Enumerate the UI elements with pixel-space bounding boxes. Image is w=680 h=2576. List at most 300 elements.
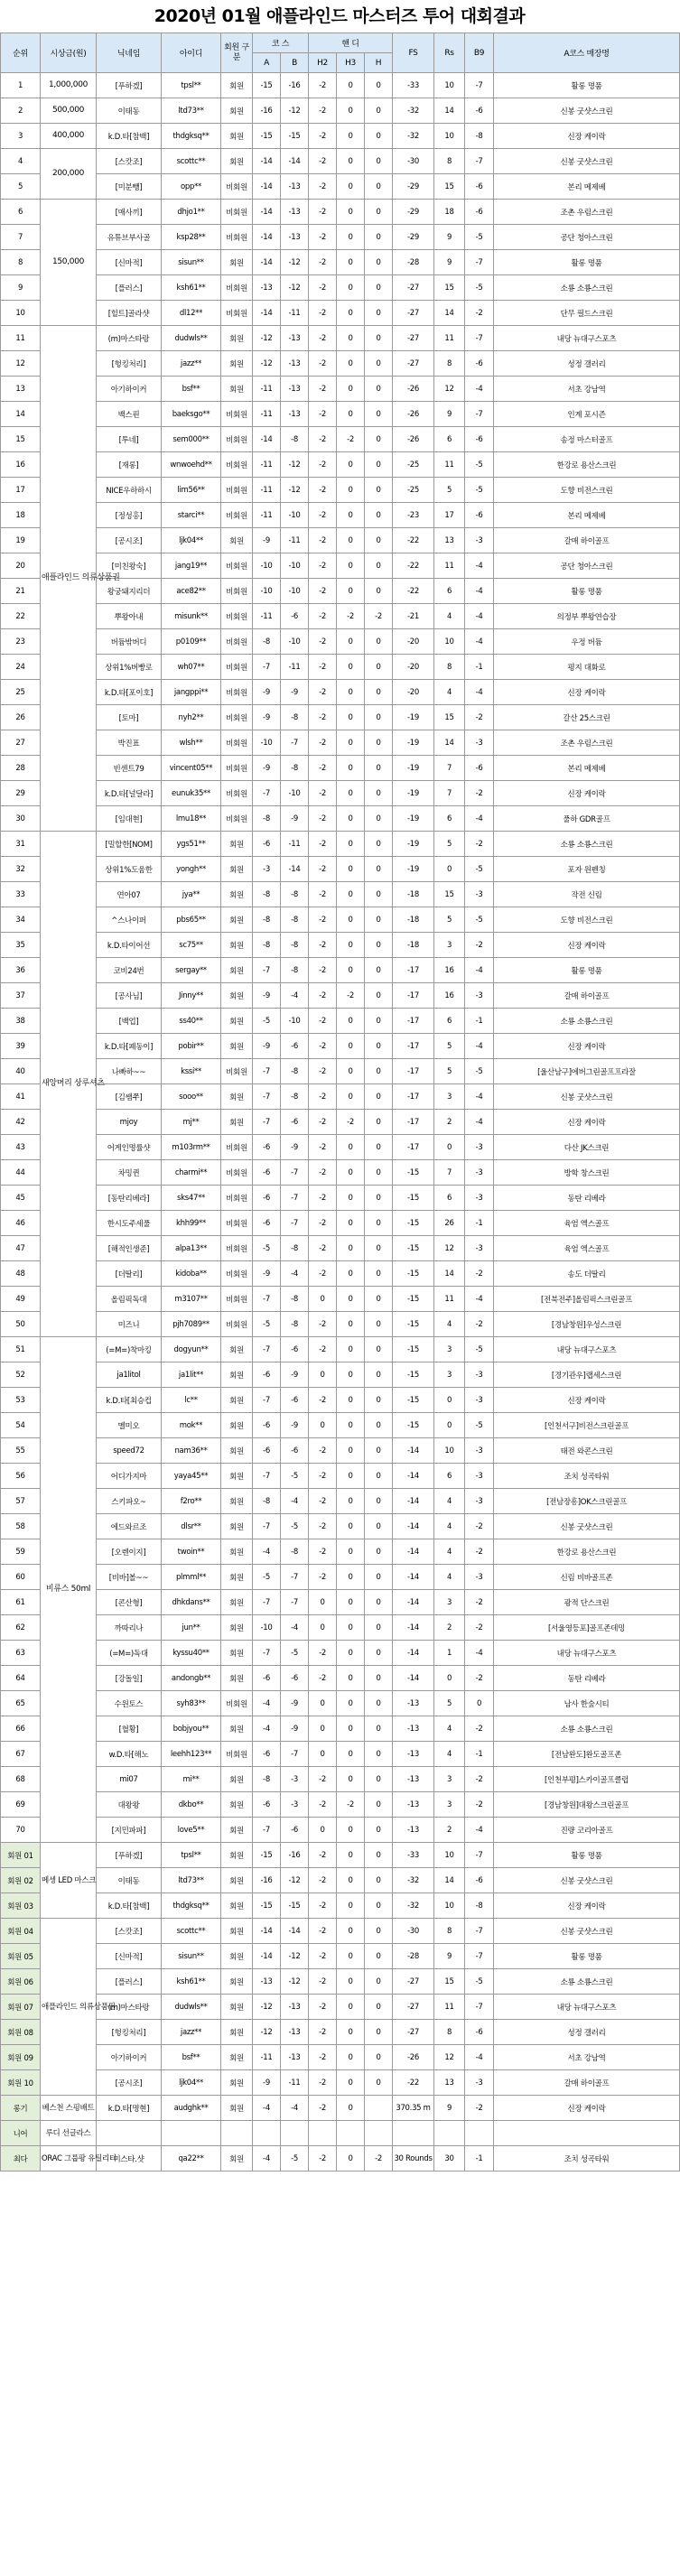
result-row [1, 1186, 680, 1211]
b9-cell: -5 [465, 1969, 494, 1995]
b9-cell: -3 [465, 1489, 494, 1514]
fs-cell: -19 [393, 756, 434, 781]
b9-cell: -7 [465, 1995, 494, 2020]
store-cell: 갈매 하이골프 [494, 2070, 680, 2096]
rs-cell: 8 [434, 351, 465, 377]
rank-cell: 25 [1, 680, 41, 705]
course-a-cell: -10 [253, 1615, 281, 1641]
course-a-cell: -6 [253, 1413, 281, 1438]
store-cell: 활롱 명품 [494, 579, 680, 604]
member-type-cell: 비회원 [221, 629, 253, 655]
course-b-cell: -8 [281, 1539, 309, 1565]
result-row [1, 958, 680, 983]
fs-cell: -17 [393, 1034, 434, 1059]
course-a-cell: -9 [253, 1034, 281, 1059]
award-b-cell: -5 [281, 2146, 309, 2171]
handi-h-cell: 0 [365, 882, 393, 907]
course-a-cell: -6 [253, 1362, 281, 1388]
fs-cell: -27 [393, 1995, 434, 2020]
store-cell: 다산 JK스크린 [494, 1135, 680, 1160]
rank-cell: 46 [1, 1211, 41, 1236]
rs-cell: 6 [434, 806, 465, 832]
user-id-cell: sergay** [162, 958, 221, 983]
fs-cell: -17 [393, 1084, 434, 1110]
handi-h2-cell: -2 [309, 1312, 337, 1337]
user-id-cell: leehh123** [162, 1742, 221, 1767]
b9-cell: -6 [465, 200, 494, 225]
award-a-cell: -4 [253, 2096, 281, 2121]
award-mem-cell: 회원 [221, 2146, 253, 2171]
fs-cell: -17 [393, 1059, 434, 1084]
nickname-cell: 왕궁돼지리더 [97, 579, 162, 604]
handi-h-cell: 0 [365, 1464, 393, 1489]
b9-cell: -6 [465, 2020, 494, 2045]
result-row [1, 1034, 680, 1059]
fs-cell: -32 [393, 98, 434, 124]
b9-cell: -4 [465, 1084, 494, 1110]
fs-cell: -13 [393, 1716, 434, 1742]
member-type-cell: 회원 [221, 958, 253, 983]
b9-cell: -6 [465, 427, 494, 452]
special-awards-body [1, 2096, 680, 2171]
store-cell: 내당 뉴대구스포츠 [494, 1995, 680, 2020]
fs-cell: -19 [393, 832, 434, 857]
handi-h2-cell: -2 [309, 124, 337, 149]
user-id-cell: pbs65** [162, 907, 221, 933]
course-b-cell: -8 [281, 1312, 309, 1337]
fs-cell: -20 [393, 629, 434, 655]
handi-h-cell: 0 [365, 275, 393, 301]
rs-cell: 3 [434, 1362, 465, 1388]
rs-cell: 16 [434, 983, 465, 1009]
course-a-cell: -10 [253, 730, 281, 756]
store-cell: 내당 뉴대구스포츠 [494, 1641, 680, 1666]
handi-h-cell: 0 [365, 1084, 393, 1110]
b9-cell: -7 [465, 1919, 494, 1944]
course-a-cell: -16 [253, 1868, 281, 1893]
member-type-cell: 회원 [221, 149, 253, 174]
store-cell: 갈매 하이골프 [494, 983, 680, 1009]
result-row [1, 1160, 680, 1186]
rank-cell: 15 [1, 427, 41, 452]
handi-h-cell: 0 [365, 124, 393, 149]
handi-h3-cell: 0 [337, 857, 365, 882]
award-store-cell: 신장 케이락 [494, 2096, 680, 2121]
course-b-cell: -9 [281, 680, 309, 705]
award-mem-cell [221, 2121, 253, 2146]
b9-cell: -7 [465, 73, 494, 98]
rank-cell: 20 [1, 553, 41, 579]
fs-cell: -17 [393, 1135, 434, 1160]
store-cell: 활롱 명품 [494, 1843, 680, 1868]
handi-h3-cell: 0 [337, 1944, 365, 1969]
nickname-cell: [김쌤쭈] [97, 1084, 162, 1110]
nickname-cell: 상위1%버빵로 [97, 655, 162, 680]
member-type-cell: 비회원 [221, 705, 253, 730]
store-cell: 활롱 명품 [494, 958, 680, 983]
rank-cell: 49 [1, 1287, 41, 1312]
handi-h-cell: 0 [365, 1362, 393, 1388]
rank-cell: 38 [1, 1009, 41, 1034]
handi-h-cell: 0 [365, 1438, 393, 1464]
store-cell: 서초 강남역 [494, 2045, 680, 2070]
user-id-cell: yongh** [162, 857, 221, 882]
handi-h2-cell: -2 [309, 174, 337, 200]
nickname-cell: k.D.타[최승컵 [97, 1388, 162, 1413]
award-fs-cell [393, 2121, 434, 2146]
fs-cell: -14 [393, 1641, 434, 1666]
rs-cell: 4 [434, 1742, 465, 1767]
result-row [1, 705, 680, 730]
course-b-cell: -6 [281, 1666, 309, 1691]
course-b-cell: -7 [281, 1565, 309, 1590]
result-row [1, 857, 680, 882]
handi-h2-cell: -2 [309, 200, 337, 225]
nickname-cell: 백스핀 [97, 402, 162, 427]
nickname-cell: 스키파오~ [97, 1489, 162, 1514]
nickname-cell: [헝킹처리] [97, 2020, 162, 2045]
nickname-cell: [플러스] [97, 275, 162, 301]
rank-cell: 54 [1, 1413, 41, 1438]
fs-cell: -27 [393, 301, 434, 326]
user-id-cell: opp** [162, 174, 221, 200]
result-row [1, 781, 680, 806]
member-type-cell: 비회원 [221, 1742, 253, 1767]
rs-cell: 11 [434, 452, 465, 478]
course-b-cell: -13 [281, 225, 309, 250]
handi-h3-cell: 0 [337, 1843, 365, 1868]
award-b-cell [281, 2121, 309, 2146]
b9-cell: -6 [465, 756, 494, 781]
page-title: 2020년 01월 애플라인드 마스터즈 투어 대회결과 [154, 6, 526, 26]
handi-h3-cell: 0 [337, 781, 365, 806]
rs-cell: 10 [434, 124, 465, 149]
b9-cell: -7 [465, 250, 494, 275]
nickname-cell: [푸하겠] [97, 1843, 162, 1868]
award-store-cell [494, 2121, 680, 2146]
member-type-cell: 회원 [221, 250, 253, 275]
user-id-cell: alpa13** [162, 1236, 221, 1261]
handi-h2-cell: -2 [309, 1211, 337, 1236]
handi-h2-cell: -2 [309, 528, 337, 553]
store-cell: [전남장흥]OK스크린골프 [494, 1489, 680, 1514]
user-id-cell: syh83** [162, 1691, 221, 1716]
rank-cell: 40 [1, 1059, 41, 1084]
fs-cell: -33 [393, 73, 434, 98]
rank-cell: 52 [1, 1362, 41, 1388]
handi-h-cell: 0 [365, 629, 393, 655]
store-cell: 육엄 엑스골프 [494, 1211, 680, 1236]
store-cell: 평지 대화로 [494, 655, 680, 680]
store-cell: 우정 버듐 [494, 629, 680, 655]
rs-cell: 10 [434, 73, 465, 98]
user-id-cell: lim56** [162, 478, 221, 503]
course-a-cell: -14 [253, 1919, 281, 1944]
rank-cell: 13 [1, 377, 41, 402]
handi-h2-cell: -2 [309, 149, 337, 174]
member-type-cell: 비회원 [221, 1211, 253, 1236]
handi-h2-cell: -2 [309, 301, 337, 326]
b9-cell: -4 [465, 1287, 494, 1312]
user-id-cell: kyssu40** [162, 1641, 221, 1666]
handi-h3-cell: 0 [337, 1539, 365, 1565]
rs-cell: 6 [434, 427, 465, 452]
rank-cell: 7 [1, 225, 41, 250]
store-cell: 공단 청아스크린 [494, 225, 680, 250]
result-row [1, 124, 680, 149]
b9-cell: -2 [465, 705, 494, 730]
store-cell: 의정부 뿌왕연습장 [494, 604, 680, 629]
rs-cell: 4 [434, 1716, 465, 1742]
nickname-cell: k.D.타[폐동이] [97, 1034, 162, 1059]
b9-cell: -7 [465, 402, 494, 427]
member-type-cell: 회원 [221, 1337, 253, 1362]
member-type-cell: 회원 [221, 857, 253, 882]
rank-cell: 69 [1, 1792, 41, 1818]
user-id-cell: nyh2** [162, 705, 221, 730]
handi-h-cell: 0 [365, 174, 393, 200]
fs-cell: -32 [393, 1893, 434, 1919]
rs-cell: 2 [434, 1110, 465, 1135]
b9-cell: -1 [465, 1211, 494, 1236]
course-b-cell: -9 [281, 1135, 309, 1160]
user-id-cell: tpsl** [162, 73, 221, 98]
store-cell: [경기관우]랩세스크린 [494, 1362, 680, 1388]
handi-h2-cell: 0 [309, 1362, 337, 1388]
fs-cell: -15 [393, 1312, 434, 1337]
user-id-cell: khh99** [162, 1211, 221, 1236]
handi-h3-cell: 0 [337, 1893, 365, 1919]
course-a-cell: -7 [253, 1084, 281, 1110]
course-a-cell: -14 [253, 225, 281, 250]
store-cell: 광적 단스크린 [494, 1590, 680, 1615]
fs-cell: -32 [393, 1868, 434, 1893]
member-type-cell: 회원 [221, 933, 253, 958]
store-cell: 한강로 용산스크린 [494, 452, 680, 478]
member-result-row [1, 1919, 680, 1944]
course-b-cell: -8 [281, 756, 309, 781]
rs-cell: 12 [434, 2045, 465, 2070]
nickname-cell: k.D.타[참백] [97, 124, 162, 149]
b9-cell: -4 [465, 806, 494, 832]
nickname-cell: [동탄리베라] [97, 1186, 162, 1211]
b9-cell: -5 [465, 907, 494, 933]
award-prize-cell: ORAC 그룹팡 유틸리티 [41, 2146, 97, 2171]
user-id-cell: love5** [162, 1818, 221, 1843]
user-id-cell: ljk04** [162, 2070, 221, 2096]
table-header [1, 33, 680, 73]
course-a-cell: -5 [253, 1312, 281, 1337]
course-a-cell: -6 [253, 1211, 281, 1236]
store-cell: 소룡 소룡스크린 [494, 832, 680, 857]
fs-cell: -13 [393, 1691, 434, 1716]
result-row [1, 907, 680, 933]
handi-h-cell: 0 [365, 301, 393, 326]
rank-cell: 53 [1, 1388, 41, 1413]
fs-cell: -15 [393, 1236, 434, 1261]
user-id-cell: wnwoehd** [162, 452, 221, 478]
store-cell: 신봉 굿샷스크린 [494, 98, 680, 124]
store-cell: 서초 강남역 [494, 377, 680, 402]
award-h3-cell: 0 [337, 2096, 365, 2121]
handi-h-cell: 0 [365, 832, 393, 857]
result-row [1, 832, 680, 857]
results-table [0, 33, 680, 2171]
handi-h-cell: 0 [365, 1615, 393, 1641]
header-rs: Rs [434, 33, 465, 73]
result-row [1, 1211, 680, 1236]
handi-h3-cell: 0 [337, 629, 365, 655]
b9-cell: 0 [465, 1691, 494, 1716]
user-id-cell: jazz** [162, 2020, 221, 2045]
rs-cell: 7 [434, 781, 465, 806]
handi-h-cell: 0 [365, 680, 393, 705]
handi-h3-cell: 0 [337, 301, 365, 326]
user-id-cell: m3107** [162, 1287, 221, 1312]
result-row [1, 503, 680, 528]
store-cell: 작전 신림 [494, 882, 680, 907]
nickname-cell: ja1litol [97, 1362, 162, 1388]
result-row [1, 149, 680, 174]
course-b-cell: -13 [281, 326, 309, 351]
handi-h2-cell: -2 [309, 2045, 337, 2070]
course-a-cell: -7 [253, 1388, 281, 1413]
course-b-cell: -8 [281, 933, 309, 958]
user-id-cell: ace82** [162, 579, 221, 604]
course-b-cell: -8 [281, 1236, 309, 1261]
rank-cell: 39 [1, 1034, 41, 1059]
handi-h2-cell: -2 [309, 73, 337, 98]
user-id-cell: ljk04** [162, 528, 221, 553]
rs-cell: 5 [434, 1059, 465, 1084]
handi-h3-cell: 0 [337, 882, 365, 907]
course-b-cell: -15 [281, 124, 309, 149]
handi-h3-cell: 0 [337, 1388, 365, 1413]
header-a: A [253, 53, 281, 73]
rank-cell: 회원 08 [1, 2020, 41, 2045]
rs-cell: 4 [434, 1539, 465, 1565]
handi-h3-cell: 0 [337, 528, 365, 553]
b9-cell: -5 [465, 1413, 494, 1438]
course-a-cell: -8 [253, 933, 281, 958]
rank-cell: 1 [1, 73, 41, 98]
b9-cell: -1 [465, 1742, 494, 1767]
course-a-cell: -9 [253, 756, 281, 781]
award-nick-cell [97, 2121, 162, 2146]
nickname-cell: [오렌이지] [97, 1539, 162, 1565]
rs-cell: 4 [434, 1514, 465, 1539]
handi-h3-cell: 0 [337, 98, 365, 124]
award-b9-cell: -2 [465, 2096, 494, 2121]
fs-cell: -15 [393, 1287, 434, 1312]
course-b-cell: -6 [281, 1388, 309, 1413]
b9-cell: -3 [465, 1438, 494, 1464]
rank-cell: 회원 07 [1, 1995, 41, 2020]
rank-cell: 3 [1, 124, 41, 149]
handi-h2-cell: -2 [309, 629, 337, 655]
course-a-cell: -6 [253, 832, 281, 857]
course-a-cell: -6 [253, 1438, 281, 1464]
store-cell: 신림 비바골프존 [494, 1565, 680, 1590]
b9-cell: -7 [465, 326, 494, 351]
course-b-cell: -12 [281, 1969, 309, 1995]
handi-h3-cell: 0 [337, 579, 365, 604]
rank-cell: 64 [1, 1666, 41, 1691]
course-b-cell: -9 [281, 806, 309, 832]
member-result-row [1, 1868, 680, 1893]
user-id-cell: dhjo1** [162, 200, 221, 225]
handi-h-cell: 0 [365, 1489, 393, 1514]
course-a-cell: -7 [253, 958, 281, 983]
handi-h2-cell: -2 [309, 705, 337, 730]
rs-cell: 7 [434, 1160, 465, 1186]
handi-h3-cell: 0 [337, 351, 365, 377]
handi-h3-cell: 0 [337, 1186, 365, 1211]
rs-cell: 12 [434, 1236, 465, 1261]
handi-h-cell: 0 [365, 781, 393, 806]
course-a-cell: -6 [253, 1666, 281, 1691]
result-row [1, 983, 680, 1009]
user-id-cell: ygs51** [162, 832, 221, 857]
handi-h-cell: 0 [365, 1388, 393, 1413]
rs-cell: 6 [434, 1186, 465, 1211]
handi-h2-cell: -2 [309, 1843, 337, 1868]
award-h-cell: -2 [365, 2146, 393, 2171]
nickname-cell: 빈센트79 [97, 756, 162, 781]
course-b-cell: -8 [281, 1287, 309, 1312]
course-a-cell: -7 [253, 1059, 281, 1084]
member-type-cell: 회원 [221, 1893, 253, 1919]
handi-h3-cell: 0 [337, 1716, 365, 1742]
handi-h2-cell: -2 [309, 377, 337, 402]
course-a-cell: -6 [253, 1186, 281, 1211]
handi-h-cell: 0 [365, 1590, 393, 1615]
nickname-cell: (=M=)착마킹 [97, 1337, 162, 1362]
b9-cell: -4 [465, 958, 494, 983]
rank-cell: 36 [1, 958, 41, 983]
store-cell: 송도 더딸리 [494, 1261, 680, 1287]
fs-cell: -19 [393, 705, 434, 730]
course-a-cell: -11 [253, 478, 281, 503]
member-type-cell: 회원 [221, 1969, 253, 1995]
handi-h-cell: 0 [365, 326, 393, 351]
handi-h3-cell: 0 [337, 806, 365, 832]
rank-cell: 26 [1, 705, 41, 730]
handi-h-cell: 0 [365, 1110, 393, 1135]
course-b-cell: -12 [281, 1868, 309, 1893]
member-type-cell: 회원 [221, 2045, 253, 2070]
rs-cell: 16 [434, 958, 465, 983]
user-id-cell: lmu18** [162, 806, 221, 832]
handi-h3-cell: 0 [337, 1211, 365, 1236]
handi-h3-cell: 0 [337, 1995, 365, 2020]
handi-h3-cell: 0 [337, 1868, 365, 1893]
header-b: B [281, 53, 309, 73]
handi-h2-cell: -2 [309, 1666, 337, 1691]
handi-h-cell: 0 [365, 351, 393, 377]
rank-cell: 51 [1, 1337, 41, 1362]
rs-cell: 10 [434, 1893, 465, 1919]
result-row [1, 225, 680, 250]
rank-cell: 60 [1, 1565, 41, 1590]
user-id-cell: dudwls** [162, 326, 221, 351]
handi-h-cell: 0 [365, 1868, 393, 1893]
handi-h-cell: 0 [365, 958, 393, 983]
header-id: 아이디 [162, 33, 221, 73]
handi-h-cell: 0 [365, 1186, 393, 1211]
rank-cell: 18 [1, 503, 41, 528]
rank-cell: 43 [1, 1135, 41, 1160]
